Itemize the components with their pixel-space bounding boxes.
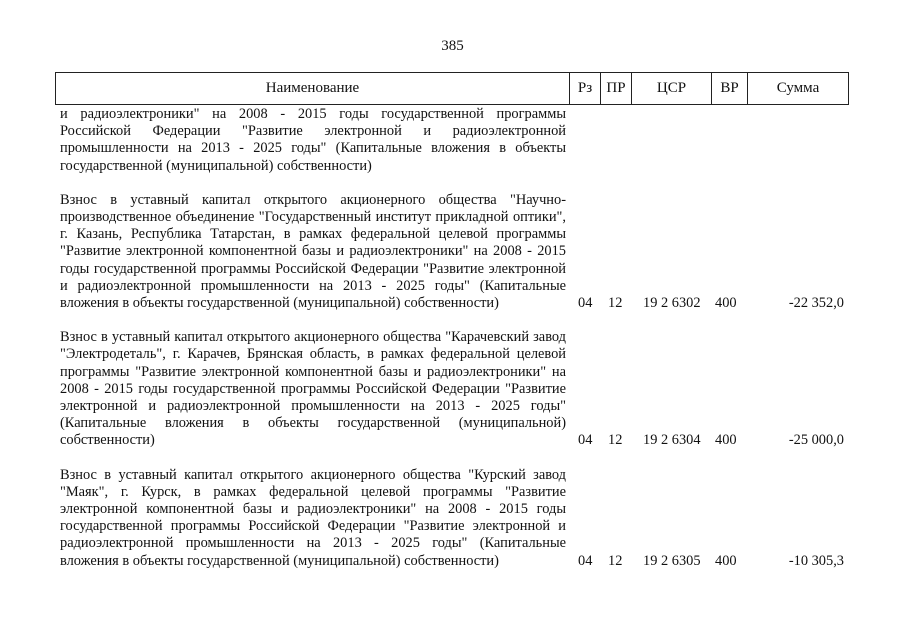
table-header	[55, 72, 849, 105]
table-row	[60, 192, 850, 312]
row-csr: 19 2 6302	[643, 295, 701, 312]
header-vr: ВР	[712, 73, 748, 104]
header-rz: Рз	[570, 73, 601, 104]
row-vr: 400	[715, 295, 737, 312]
row-pr: 12	[608, 552, 623, 569]
header-name: Наименование	[56, 73, 570, 104]
row-name: и радиоэлектроники" на 2008 - 2015 годы государственной программы Российской Федерации "Развитие электронной и радиоэлектронной промышленности на 2013 - 2025 годы" (Капитальные вложения в объекты государственной (муниципальной) собственности)	[60, 106, 566, 174]
row-csr: 19 2 6304	[643, 432, 701, 449]
row-name: Взнос в уставный капитал открытого акционерного общества "Научно-производственное объединение "Государственный институт прикладной оптики", г. Казань, Республика Татарстан, в рамках федеральной целевой программы "Развитие электронной компонентной базы и радиоэлектроники" на 2008 - 2015 годы государственной программы Российской Федерации "Развитие электронной и радиоэлектронной промышленности на 2013 - 2025 годы" (Капитальные вложения в объекты государственной (муниципальной) собственности)	[60, 191, 566, 312]
row-sum: -22 352,0	[788, 295, 844, 312]
row-name: Взнос в уставный капитал открытого акционерного общества "Курский завод "Маяк", г. Курск, в рамках федеральной целевой программы "Развитие электронной компонентной базы и радиоэлектроники" на 2008 - 2015 годы государственной программы Российской Федерации "Развитие электронной и радиоэлектронной промышленности на 2013 - 2025 годы" (Капитальные вложения в объекты государственной (муниципальной) собственности)	[60, 466, 566, 569]
table-body	[60, 106, 850, 587]
row-rz: 04	[578, 552, 593, 569]
table-row	[60, 329, 850, 449]
row-sum: -10 305,3	[788, 552, 844, 569]
row-pr: 12	[608, 432, 623, 449]
row-sum: -25 000,0	[788, 432, 844, 449]
row-vr: 400	[715, 432, 737, 449]
header-pr: ПР	[601, 73, 632, 104]
table-row	[60, 106, 850, 175]
row-name: Взнос в уставный капитал открытого акционерного общества "Карачевский завод "Электродеталь", г. Карачев, Брянская область, в рамках федеральной целевой программы "Развитие электронной компонентной базы и радиоэлектроники" на 2008 - 2015 годы государственной программы Российской Федерации "Развитие электронной и радиоэлектронной промышленности на 2013 - 2025 годы" (Капитальные вложения в объекты государственной (муниципальной) собственности)	[60, 329, 566, 449]
row-csr: 19 2 6305	[643, 552, 701, 569]
table-row	[60, 467, 850, 570]
page-number: 385	[441, 38, 464, 54]
row-rz: 04	[578, 295, 593, 312]
row-pr: 12	[608, 295, 623, 312]
row-vr: 400	[715, 552, 737, 569]
header-sum: Сумма	[776, 80, 820, 96]
row-rz: 04	[578, 432, 593, 449]
header-csr: ЦСР	[632, 73, 712, 104]
